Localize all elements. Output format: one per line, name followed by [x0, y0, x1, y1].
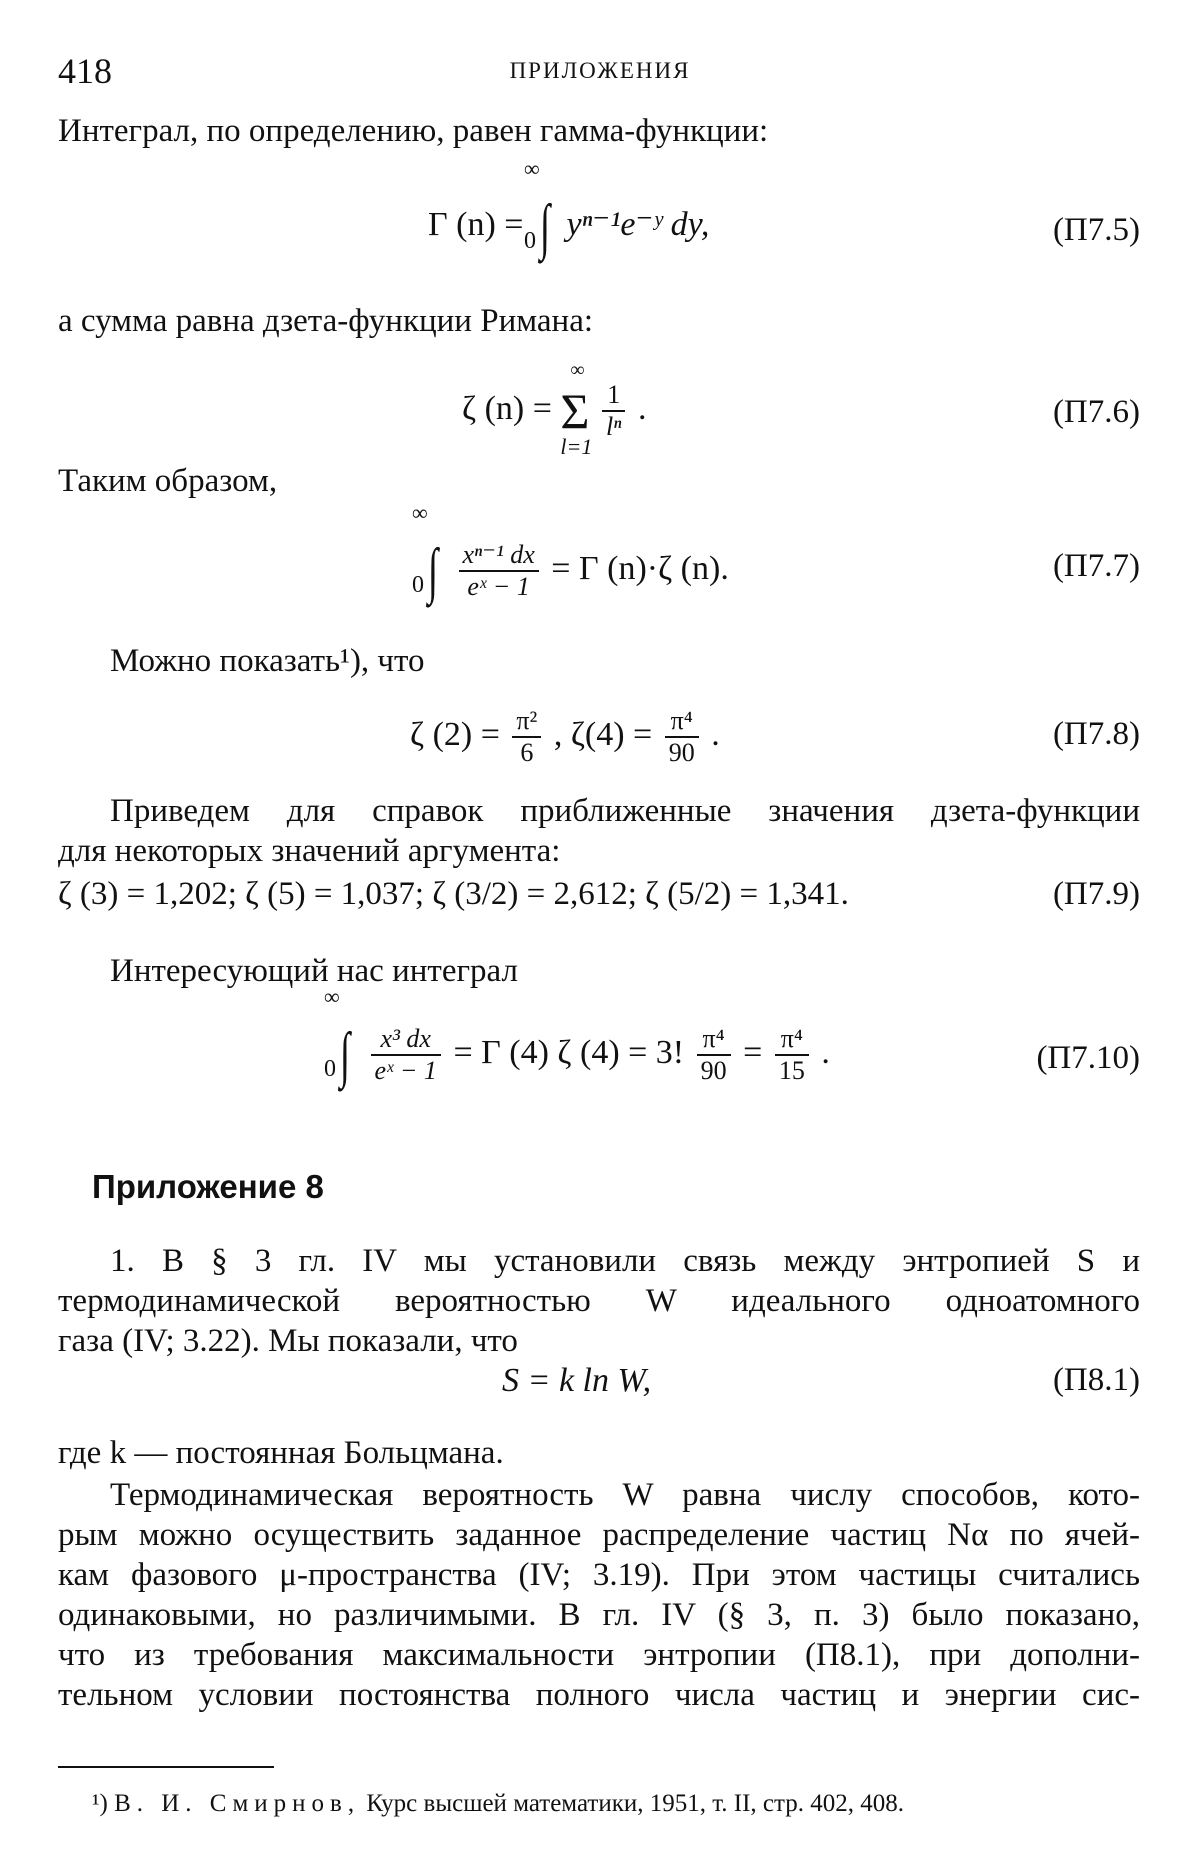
equation-p7-8: ζ (2) = $\frac{\text{π²}}{6}$ , ζ(4) = $\frac{\text{π⁴}}{90}$ .	[410, 706, 720, 767]
paragraph-reference-values-line1: Приведем для справок приближенные значения дзета-функции	[110, 793, 1140, 829]
equation-p7-10: ∞ ∫ 0 $\frac{\text{x³ dx}}{\text{eˣ − 1}}$ = Γ (4) ζ (4) = 3! $\frac{\text{π⁴}}{90}$ = $\frac{\text{π⁴}}{15}$ .	[324, 984, 830, 1089]
integral-lower-limit: 0	[523, 228, 536, 254]
paragraph-entropy-line3: газа (IV; 3.22). Мы показали, что	[58, 1323, 518, 1359]
equation-number: (П7.9)	[1052, 876, 1140, 912]
footnote-marker: ¹)	[92, 1790, 108, 1817]
equation-number: (П7.8)	[1052, 716, 1140, 752]
equation-number: (П7.6)	[1052, 394, 1140, 430]
equation-number: (П7.5)	[1052, 212, 1140, 248]
fraction: $\frac{\text{x³ dx}}{\text{eˣ − 1}}$	[371, 1024, 441, 1086]
paragraph-zeta-intro: а сумма равна дзета-функции Римана:	[58, 303, 594, 339]
paragraph-can-show: Можно показать¹), что	[110, 643, 425, 679]
sum-lower-limit: l=1	[560, 434, 593, 459]
paragraph-boltzmann: где k — постоянная Больцмана.	[58, 1435, 504, 1471]
equation-lhs: ζ (n) =	[462, 389, 552, 427]
paragraph-probability-line6: тельном условии постоянства полного числа частиц и энергии сис-	[58, 1677, 1140, 1713]
fraction: $\frac{\text{π⁴}}{15}$	[775, 1024, 809, 1086]
paragraph-probability-line5: что из требования максимальности энтропии (П8.1), при дополни-	[58, 1637, 1140, 1673]
fraction: $\frac{\text{xⁿ⁻¹ dx}}{\text{eˣ − 1}}$	[459, 540, 539, 602]
paragraph-thus: Таким образом,	[58, 463, 278, 499]
footnote	[92, 1790, 904, 1818]
paragraph-entropy-line2: термодинамической вероятностью W идеального одноатомного	[58, 1283, 1140, 1319]
sum-sign-icon: Σ	[560, 383, 590, 439]
paragraph-probability-line2: рым можно осуществить заданное распределение частиц Nα по ячей-	[58, 1517, 1140, 1553]
page-number: 418	[58, 51, 112, 91]
integral-sign-icon: ∫	[427, 537, 439, 605]
fraction: $\frac{\text{π⁴}}{90}$	[665, 706, 699, 768]
fraction: $\frac{\text{π²}}{6}$	[512, 706, 541, 768]
integral-sign-icon: ∫	[339, 1021, 351, 1089]
equation-lhs: Γ (n) =	[428, 205, 524, 243]
section-heading: Приложение 8	[92, 1168, 324, 1205]
equation-p8-1: S = k ln W,	[502, 1362, 652, 1399]
integrand: yⁿ⁻¹e⁻ʸ dy,	[566, 205, 710, 243]
equation-number: (П7.10)	[1036, 1040, 1140, 1076]
footnote-divider	[58, 1766, 274, 1768]
paragraph-reference-values-line2: для некоторых значений аргумента:	[58, 833, 561, 869]
equation-p7-7	[412, 500, 729, 605]
integral-upper-limit: ∞	[324, 984, 340, 1009]
equation-p7-6: ζ (n) = ∞ Σ l=1 $\frac{1}{\text{lⁿ}}$ .	[462, 359, 647, 459]
paragraph-probability-line4: одинаковыми, но различимыми. В гл. IV (§ 3, п. 3) было показано,	[58, 1597, 1140, 1633]
footnote-author: В. И. Смирнов,	[114, 1790, 361, 1817]
paragraph-probability-line3: кам фазового μ-пространства (IV; 3.19). При этом частицы считались	[58, 1557, 1140, 1593]
integral-upper-limit: ∞	[523, 156, 540, 181]
equation-number: (П8.1)	[1052, 1362, 1140, 1398]
integral-upper-limit: ∞	[412, 500, 428, 525]
running-title: ПРИЛОЖЕНИЯ	[509, 58, 691, 83]
fraction: $\frac{1}{\text{lⁿ}}$	[602, 380, 625, 442]
paragraph-gamma-intro: Интеграл, по определению, равен гамма-функции:	[58, 113, 769, 149]
equation-p7-5	[428, 156, 710, 261]
fraction: $\frac{\text{π⁴}}{90}$	[697, 1024, 731, 1086]
equation-p7-9: ζ (3) = 1,202; ζ (5) = 1,037; ζ (3/2) = 2,612; ζ (5/2) = 1,341.	[58, 876, 849, 912]
equation-number: (П7.7)	[1052, 548, 1140, 584]
footnote-text: Курс высшей математики, 1951, т. II, стр. 402, 408.	[366, 1790, 905, 1817]
integral-lower-limit: 0	[412, 572, 424, 598]
integral-sign-icon: ∫	[539, 193, 551, 261]
equation-rhs: = Γ (n)·ζ (n).	[551, 549, 729, 587]
paragraph-probability-line1: Термодинамическая вероятность W равна числу способов, кото-	[110, 1477, 1140, 1513]
paragraph-our-integral: Интересующий нас интеграл	[110, 953, 518, 989]
sum-upper-limit: ∞	[570, 359, 585, 381]
integral-lower-limit: 0	[324, 1056, 336, 1082]
paragraph-entropy-line1: 1. В § 3 гл. IV мы установили связь между энтропией S и	[110, 1243, 1140, 1279]
